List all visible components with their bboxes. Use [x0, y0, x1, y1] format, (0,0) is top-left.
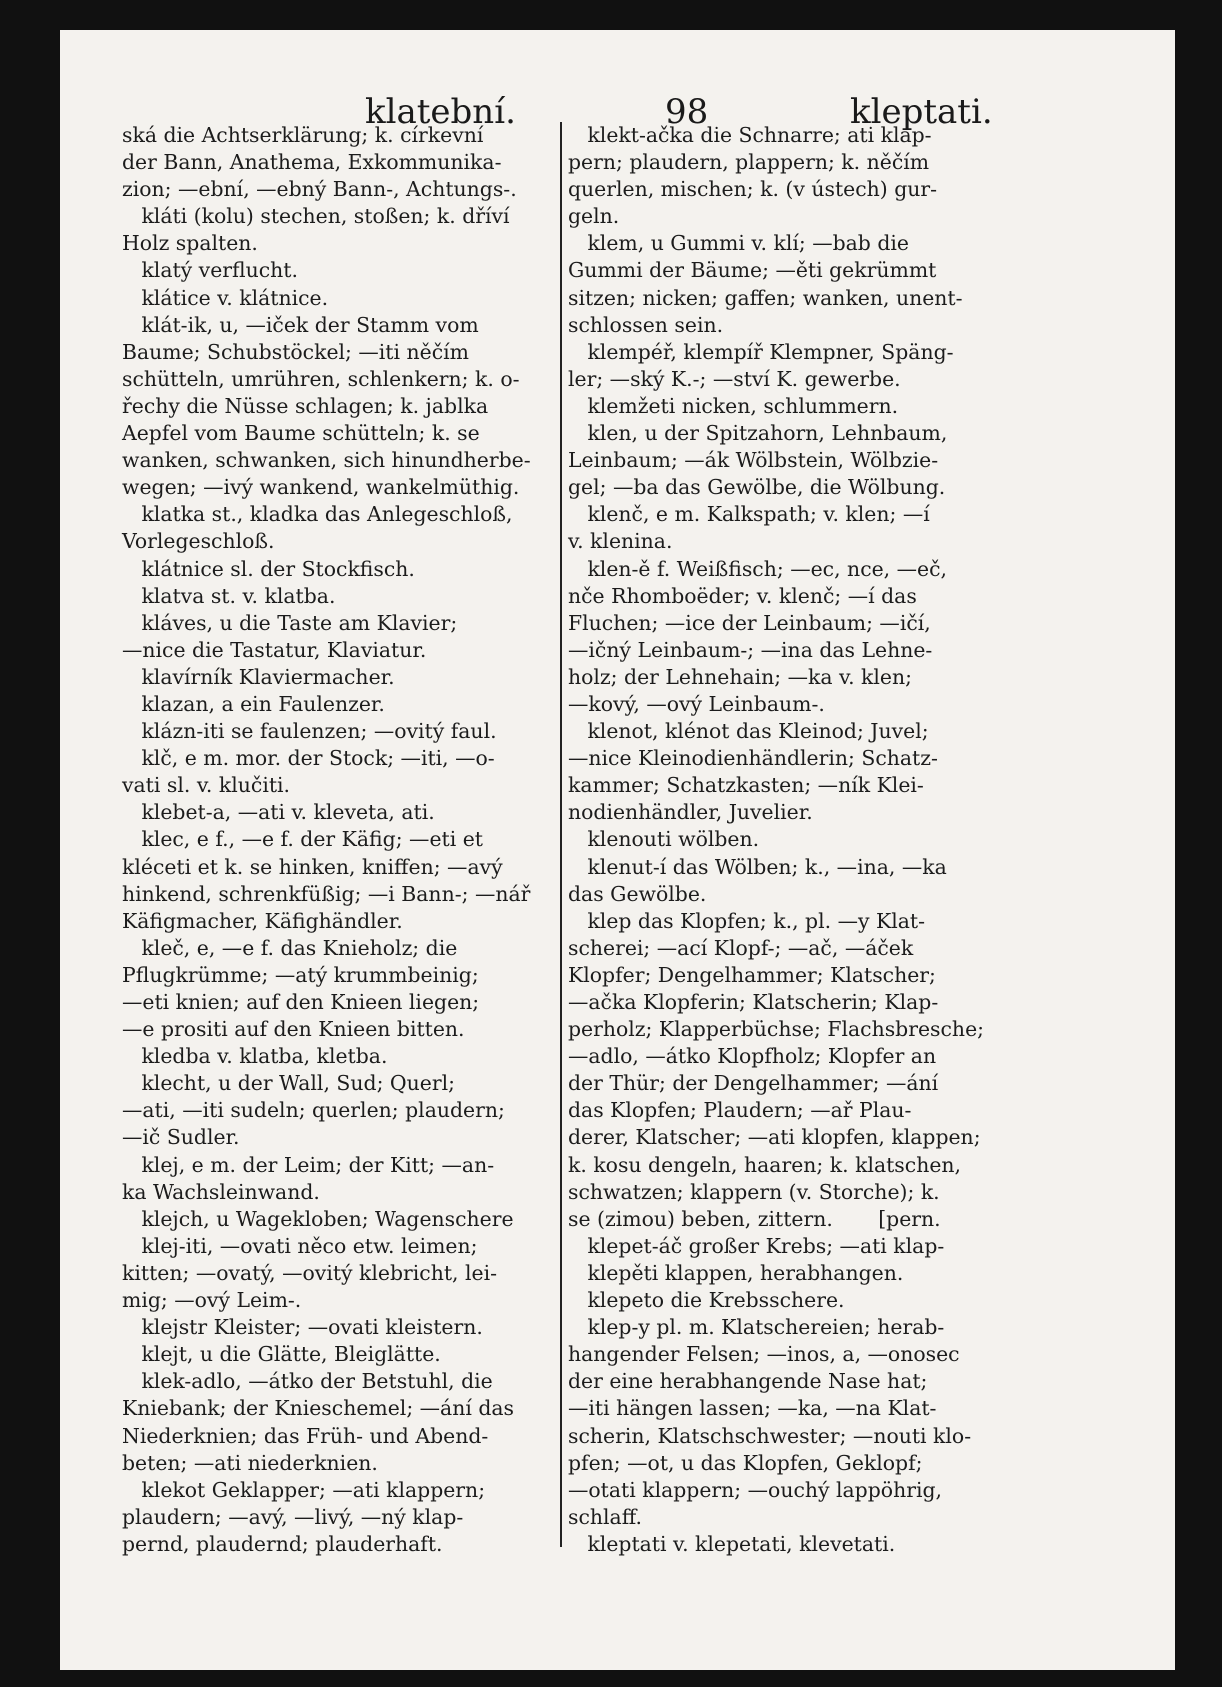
text-line: pern; plaudern, plappern; k. něčím	[568, 150, 930, 175]
text-line: klenut-í das Wölben; k., —ina, —ka	[568, 854, 947, 879]
text-line: klejt, u die Glätte, Bleiglätte.	[122, 1342, 441, 1367]
text-line: hinkend, schrenkfüßig; —i Bann-; —nář	[122, 881, 531, 906]
text-line: der Thür; der Dengelhammer; —ání	[568, 1071, 939, 1096]
text-line: klej, e m. der Leim; der Kitt; —an-	[122, 1152, 495, 1177]
text-line: kledba v. klatba, kletba.	[122, 1044, 388, 1069]
text-line: ská die Achtserklärung; k. církevní	[122, 123, 484, 147]
text-line: schwatzen; klappern (v. Storche); k.	[568, 1179, 940, 1204]
text-line: Leinbaum; —ák Wölbstein, Wölbzie-	[568, 448, 939, 473]
right-headword: kleptati.	[850, 92, 993, 132]
text-line: klec, e f., —e f. der Käfig; —eti et	[122, 827, 483, 852]
text-line: kleptati v. klepetati, klevetati.	[568, 1531, 896, 1556]
text-line: klemžeti nicken, schlummern.	[568, 393, 899, 418]
text-line: —eti knien; auf den Knieen liegen;	[122, 990, 480, 1014]
text-line: Pflugkrümme; —atý krummbeinig;	[122, 962, 479, 987]
text-line: klepeto die Krebsschere.	[568, 1288, 845, 1313]
text-line: klavírník Klaviermacher.	[122, 664, 395, 689]
text-line: holz; der Lehnehain; —ka v. klen;	[568, 664, 913, 689]
text-line: Baume; Schubstöckel; —iti něčím	[122, 339, 469, 364]
text-line: hangender Felsen; —inos, a, —onosec	[568, 1342, 960, 1367]
text-line: beten; —ati niederknien.	[122, 1450, 378, 1475]
text-line: klepěti klappen, herabhangen.	[568, 1260, 904, 1285]
text-line: klejch, u Wagekloben; Wagenschere	[122, 1206, 514, 1231]
text-line: se (zimou) beben, zittern. [pern.	[568, 1206, 941, 1231]
text-line: derer, Klatscher; —ati klopfen, klappen;	[568, 1125, 981, 1150]
text-line: —ati, —iti sudeln; querlen; plaudern;	[122, 1098, 505, 1123]
text-line: —ačka Klopferin; Klatscherin; Klap-	[568, 990, 939, 1014]
text-line: klej-iti, —ovati něco etw. leimen;	[122, 1233, 478, 1258]
text-line: kláves, u die Taste am Klavier;	[122, 610, 458, 635]
text-line: kláti (kolu) stechen, stoßen; k. dříví	[122, 204, 510, 229]
text-line: klempéř, klempíř Klempner, Späng-	[568, 339, 954, 364]
text-line: klem, u Gummi v. klí; —bab die	[568, 231, 909, 256]
text-line: schütteln, umrühren, schlenkern; k. o-	[122, 366, 520, 391]
text-line: scherei; —ací Klopf-; —ač, —áček	[568, 935, 914, 960]
text-line: klč, e m. mor. der Stock; —iti, —o-	[122, 746, 495, 771]
text-line: der eine herabhangende Nase hat;	[568, 1369, 928, 1394]
text-line: kitten; —ovatý, —ovitý klebricht, lei-	[122, 1260, 498, 1285]
text-line: nče Rhomboëder; v. klenč; —í das	[568, 583, 917, 608]
text-line: klázn-iti se faulenzen; —ovitý faul.	[122, 719, 497, 744]
text-line: nodienhändler, Juvelier.	[568, 800, 813, 825]
text-line: klátnice sl. der Stockfisch.	[122, 556, 415, 581]
text-line: klecht, u der Wall, Sud; Querl;	[122, 1071, 455, 1096]
text-line: klatva st. v. klatba.	[122, 583, 336, 608]
text-line: zion; —ební, —ebný Bann-, Achtungs-.	[122, 177, 517, 202]
text-line: klekt-ačka die Schnarre; ati klap-	[568, 123, 932, 147]
text-line: das Klopfen; Plaudern; —ař Plau-	[568, 1098, 912, 1123]
text-line: klenč, e m. Kalkspath; v. klen; —í	[568, 502, 930, 527]
text-line: klát-ik, u, —iček der Stamm vom	[122, 312, 479, 337]
text-line: klebet-a, —ati v. kleveta, ati.	[122, 800, 435, 825]
text-line: —adlo, —átko Klopfholz; Klopfer an	[568, 1044, 937, 1069]
text-line: klekot Geklapper; —ati klappern;	[122, 1477, 486, 1502]
text-line: das Gewölbe.	[568, 881, 707, 906]
text-line: querlen, mischen; k. (v ústech) gur-	[568, 177, 938, 202]
text-line: klejstr Kleister; —ovati kleistern.	[122, 1315, 483, 1340]
text-line: Fluchen; —ice der Leinbaum; —ičí,	[568, 610, 931, 635]
text-line: Kniebank; der Knieschemel; —ání das	[122, 1396, 515, 1421]
text-line: wanken, schwanken, sich hinundherbe-	[122, 448, 531, 473]
text-line: schlossen sein.	[568, 312, 724, 337]
text-line: ler; —ský K.-; —ství K. gewerbe.	[568, 366, 901, 391]
text-line: kleč, e, —e f. das Knieholz; die	[122, 935, 458, 960]
text-line: pernd, plaudernd; plauderhaft.	[122, 1531, 443, 1556]
text-line: —nice die Tastatur, Klaviatur.	[122, 637, 427, 662]
text-line: geln.	[568, 204, 620, 229]
text-line: klatý verflucht.	[122, 258, 298, 283]
text-line: Vorlegeschloß.	[122, 529, 275, 554]
text-line: scherin, Klatschschwester; —nouti klo-	[568, 1423, 972, 1448]
text-line: —ič Sudler.	[122, 1125, 240, 1150]
text-line: klep-y pl. m. Klatschereien; herab-	[568, 1315, 945, 1340]
text-line: Niederknien; das Früh- und Abend-	[122, 1423, 489, 1448]
text-line: —e prositi auf den Knieen bitten.	[122, 1017, 465, 1042]
text-line: gel; —ba das Gewölbe, die Wölbung.	[568, 475, 946, 500]
text-line: Gummi der Bäume; —ěti gekrümmt	[568, 258, 937, 283]
text-line: klenot, klénot das Kleinod; Juvel;	[568, 719, 929, 744]
text-line: plaudern; —avý, —livý, —ný klap-	[122, 1504, 464, 1529]
text-line: —ičný Leinbaum-; —ina das Lehne-	[568, 637, 933, 662]
text-line: wegen; —ivý wankend, wankelmüthig.	[122, 475, 520, 500]
text-line: kléceti et k. se hinken, kniffen; —avý	[122, 854, 503, 879]
left-headword: klatební.	[365, 92, 516, 132]
text-line: Käfigmacher, Käfighändler.	[122, 908, 403, 933]
left-column	[122, 122, 622, 1558]
text-line: klepet-áč großer Krebs; —ati klap-	[568, 1233, 945, 1258]
text-line: klazan, a ein Faulenzer.	[122, 691, 385, 716]
text-line: der Bann, Anathema, Exkommunika-	[122, 150, 502, 175]
text-line: —kový, —ový Leinbaum-.	[568, 691, 825, 716]
text-line: —nice Kleinodienhändlerin; Schatz-	[568, 746, 938, 771]
text-line: k. kosu dengeln, haaren; k. klatschen,	[568, 1152, 962, 1177]
text-line: řechy die Nüsse schlagen; k. jablka	[122, 393, 489, 418]
text-line: Klopfer; Dengelhammer; Klatscher;	[568, 962, 936, 987]
text-line: klek-adlo, —átko der Betstuhl, die	[122, 1369, 493, 1394]
column-divider	[560, 122, 562, 1547]
text-line: pfen; —ot, u das Klopfen, Geklopf;	[568, 1450, 923, 1475]
text-line: Holz spalten.	[122, 231, 258, 256]
text-line: sitzen; nicken; gaffen; wanken, unent-	[568, 285, 963, 310]
text-line: klátice v. klátnice.	[122, 285, 329, 310]
text-line: klep das Klopfen; k., pl. —y Klat-	[568, 908, 925, 933]
text-line: perholz; Klapperbüchse; Flachsbresche;	[568, 1017, 985, 1042]
text-line: —iti hängen lassen; —ka, —na Klat-	[568, 1396, 937, 1421]
text-line: klatka st., kladka das Anlegeschloß,	[122, 502, 513, 527]
text-line: klen, u der Spitzahorn, Lehnbaum,	[568, 421, 948, 446]
right-column	[568, 122, 1038, 1558]
text-line: mig; —ový Leim-.	[122, 1288, 302, 1313]
text-line: vati sl. v. klučiti.	[122, 773, 291, 798]
page-number: 98	[665, 92, 709, 132]
text-line: kammer; Schatzkasten; —ník Klei-	[568, 773, 924, 798]
text-line: Aepfel vom Baume schütteln; k. se	[122, 421, 480, 446]
text-line: ka Wachsleinwand.	[122, 1179, 320, 1204]
text-line: schlaff.	[568, 1504, 642, 1529]
text-line: klen-ě f. Weißfisch; —ec, nce, —eč,	[568, 556, 947, 581]
text-line: klenouti wölben.	[568, 827, 760, 852]
text-line: v. klenina.	[568, 529, 673, 554]
text-line: —otati klappern; —ouchý lappöhrig,	[568, 1477, 943, 1502]
